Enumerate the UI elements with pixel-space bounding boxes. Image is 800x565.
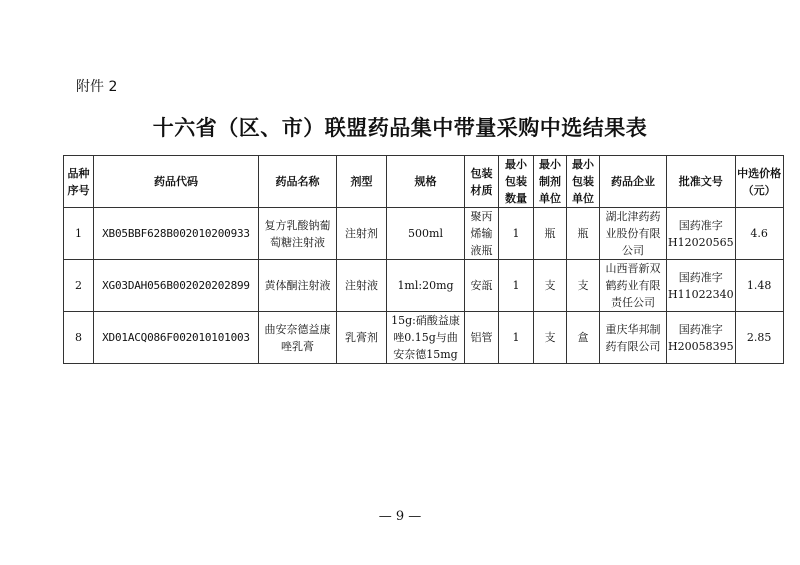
- header-cell: 规格: [387, 156, 465, 208]
- attachment-label: 附件 2: [76, 79, 118, 95]
- table-row: [64, 208, 784, 260]
- header-cell: 批准文号: [667, 156, 736, 208]
- table-cell: 重庆华邦制药有限公司: [600, 312, 667, 364]
- result-table: [63, 155, 784, 364]
- table-row: [64, 312, 784, 364]
- table-header-row: [64, 156, 784, 208]
- header-cell: 最小包装数量: [499, 156, 534, 208]
- header-cell: 剂型: [337, 156, 387, 208]
- table-cell: 国药准字H11022340: [667, 260, 736, 312]
- table-cell: 安瓿: [465, 260, 499, 312]
- header-cell: 药品名称: [259, 156, 337, 208]
- header-cell: 中选价格（元）: [735, 156, 783, 208]
- table-cell: 15g:硝酸益康唑0.15g与曲安奈德15mg: [387, 312, 465, 364]
- header-cell: 包装材质: [465, 156, 499, 208]
- table-cell: 复方乳酸钠葡萄糖注射液: [259, 208, 337, 260]
- table-cell: 1: [64, 208, 94, 260]
- table-cell: 注射剂: [337, 208, 387, 260]
- table-cell: 支: [534, 260, 567, 312]
- table-cell: 注射液: [337, 260, 387, 312]
- table-cell: 黄体酮注射液: [259, 260, 337, 312]
- table-cell: 2.85: [735, 312, 783, 364]
- header-cell: 品种序号: [64, 156, 94, 208]
- table-cell: 瓶: [534, 208, 567, 260]
- table-cell: 山西晋新双鹤药业有限责任公司: [600, 260, 667, 312]
- header-cell: 药品代码: [94, 156, 259, 208]
- table-cell: 1: [499, 208, 534, 260]
- document-title: 十六省（区、市）联盟药品集中带量采购中选结果表: [152, 116, 648, 140]
- table-row: [64, 260, 784, 312]
- table-cell: 瓶: [567, 208, 600, 260]
- table-cell: 1: [499, 312, 534, 364]
- table-cell: 1: [499, 260, 534, 312]
- table-cell: 4.6: [735, 208, 783, 260]
- table-cell: 500ml: [387, 208, 465, 260]
- header-cell: 药品企业: [600, 156, 667, 208]
- header-cell: 最小制剂单位: [534, 156, 567, 208]
- table-cell: 1.48: [735, 260, 783, 312]
- table-cell: 8: [64, 312, 94, 364]
- table-cell: 支: [534, 312, 567, 364]
- table-cell: 1ml:20mg: [387, 260, 465, 312]
- table-cell: 乳膏剂: [337, 312, 387, 364]
- table-cell: 盒: [567, 312, 600, 364]
- table-cell: XD01ACQ086F002010101003: [94, 312, 259, 364]
- table-cell: 聚丙烯输液瓶: [465, 208, 499, 260]
- table-cell: 铝管: [465, 312, 499, 364]
- table-cell: 2: [64, 260, 94, 312]
- header-cell: 最小包装单位: [567, 156, 600, 208]
- table-cell: 曲安奈德益康唑乳膏: [259, 312, 337, 364]
- table-cell: XG03DAH056B002020202899: [94, 260, 259, 312]
- table-cell: 湖北津药药业股份有限公司: [600, 208, 667, 260]
- table-cell: XB05BBF628B002010200933: [94, 208, 259, 260]
- table-cell: 国药准字H12020565: [667, 208, 736, 260]
- page-number: — 9 —: [378, 509, 422, 524]
- table-cell: 国药准字H20058395: [667, 312, 736, 364]
- table-cell: 支: [567, 260, 600, 312]
